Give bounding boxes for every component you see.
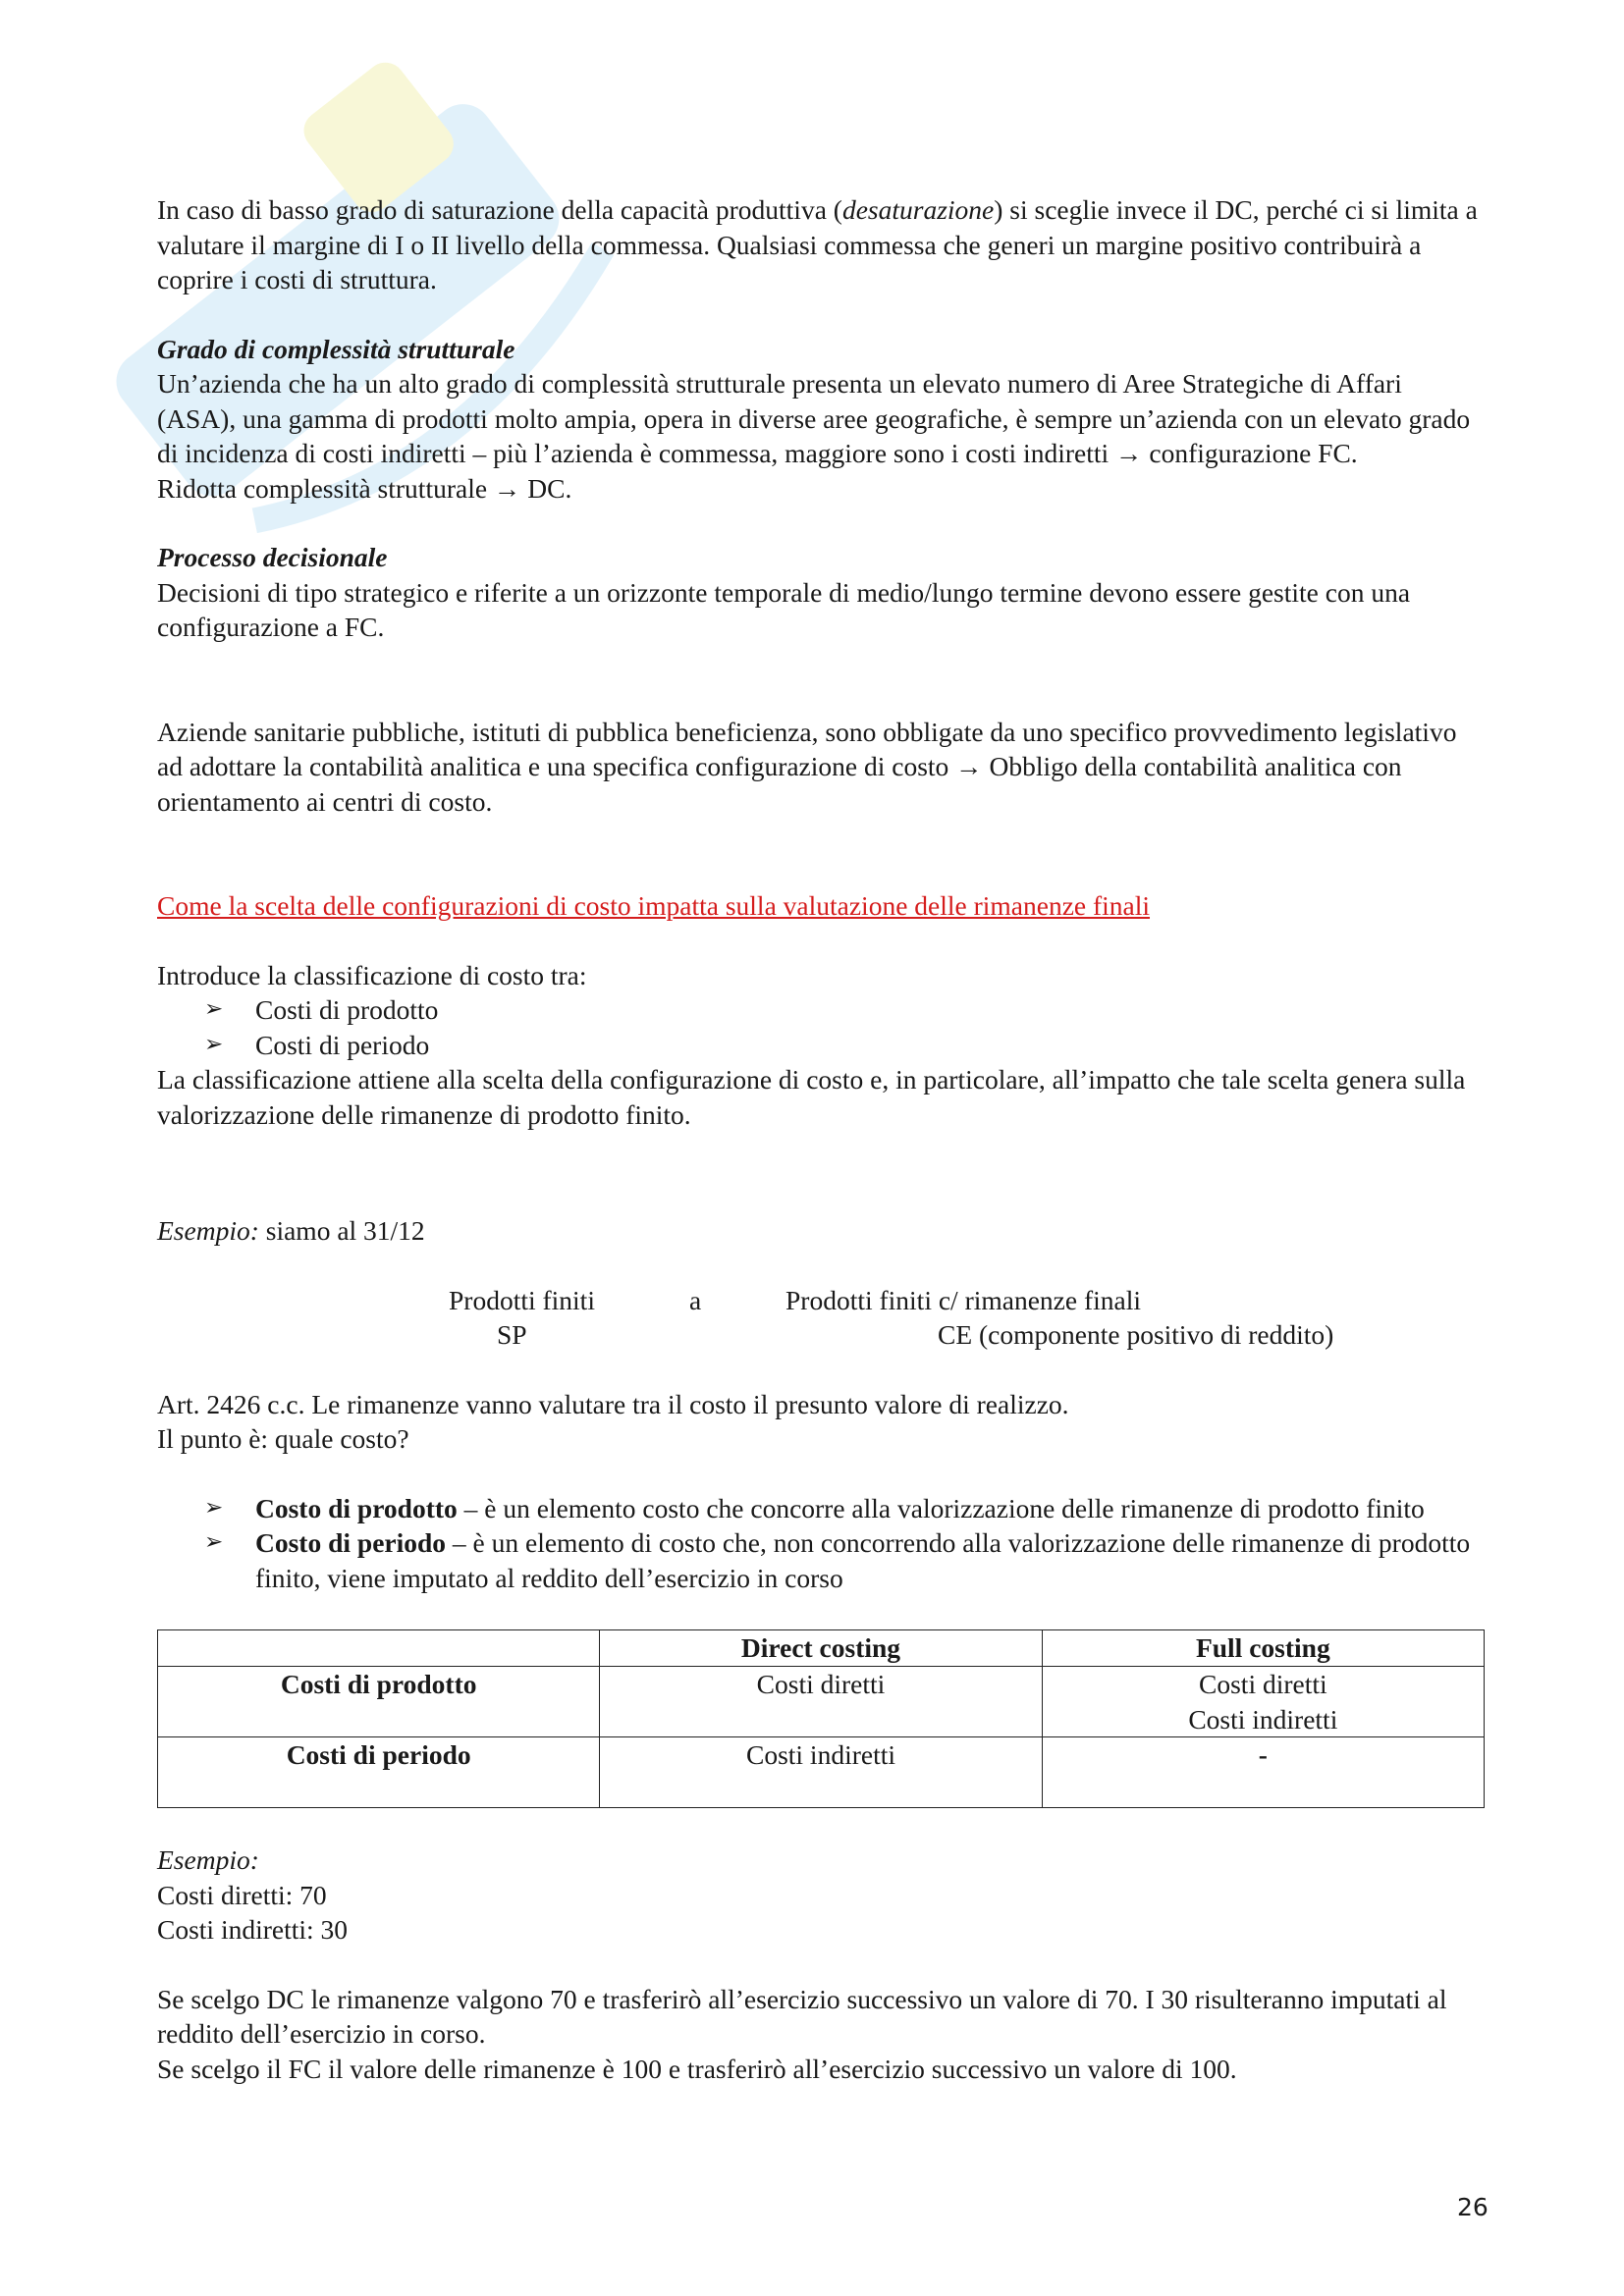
arrowhead-bullet-icon: ➢ bbox=[204, 996, 224, 1022]
heading-complessita: Grado di complessità strutturale bbox=[157, 333, 515, 364]
page-number: 26 bbox=[1457, 2193, 1489, 2221]
journal-credit: Prodotti finiti c/ rimanenze finali bbox=[785, 1284, 1141, 1315]
arrowhead-bullet-icon: ➢ bbox=[204, 1494, 224, 1521]
table-header-cell bbox=[158, 1630, 600, 1667]
paragraph-processo: Decisioni di tipo strategico e riferite a un orizzonte temporale di medio/lungo termine devono essere gestite con una configurazione a FC. bbox=[157, 576, 1411, 642]
list-item: ➢ Costi di prodotto bbox=[204, 992, 1485, 1028]
document-page bbox=[157, 192, 1485, 2086]
list-item: ➢ Costo di prodotto – è un elemento costo che concorre alla valorizzazione delle rimanenze di prodotto finito bbox=[204, 1491, 1485, 1526]
paragraph-desaturazione: In caso di basso grado di saturazione della capacità produttiva (desaturazione) si sceglie invece il DC, perché ci si limita a valutare il margine di I o II livello della commessa. Qualsiasi commessa che generi un margine positivo contribuirà a coprire i costi di struttura. bbox=[157, 194, 1478, 294]
example-label-1: Esempio: siamo al 31/12 bbox=[157, 1215, 425, 1246]
cost-type-list bbox=[157, 992, 1485, 1062]
list-item: ➢ Costi di periodo bbox=[204, 1028, 1485, 1063]
table-cell: Costi indiretti bbox=[600, 1737, 1042, 1808]
paragraph-dc-choice: Se scelgo DC le rimanenze valgono 70 e trasferirò all’esercizio successivo un valore di 70. I 30 risulteranno imputati al reddito dell’esercizio in corso. bbox=[157, 1983, 1447, 2049]
definition-list bbox=[157, 1491, 1485, 1596]
journal-credit-note: CE (componente positivo di reddito) bbox=[938, 1319, 1334, 1350]
journal-debit: Prodotti finiti bbox=[449, 1284, 595, 1315]
example-indirect-costs: Costi indiretti: 30 bbox=[157, 1914, 349, 1945]
journal-a: a bbox=[689, 1284, 702, 1315]
arrowhead-bullet-icon: ➢ bbox=[204, 1529, 224, 1555]
paragraph-fc-choice: Se scelgo il FC il valore delle rimanenze è 100 e trasferirò all’esercizio successivo un valore di 100. bbox=[157, 2053, 1237, 2084]
paragraph-aziende-sanitarie: Aziende sanitarie pubbliche, istituti di pubblica beneficienza, sono obbligate da uno specifico provvedimento legislativo ad adottare la contabilità analitica e una specifica configurazione di costo → Obbligo della contabilità analitica con orientamento ai centri di costo. bbox=[157, 716, 1457, 817]
table-cell: Costi diretti Costi indiretti bbox=[1042, 1667, 1484, 1737]
table-row-label: Costi di periodo bbox=[158, 1737, 600, 1808]
table-header-cell: Full costing bbox=[1042, 1630, 1484, 1667]
table-row bbox=[158, 1737, 1485, 1808]
table-header-row bbox=[158, 1630, 1485, 1667]
paragraph-complessita: Un’azienda che ha un alto grado di complessità strutturale presenta un elevato numero di Aree Strategiche di Affari (ASA), una gamma di prodotti molto ampia, opera in diverse aree geografiche, è sempre un’azienda con un elevato grado di incidenza di costi indiretti – più l’azienda è commessa, maggiore sono i costi indiretti → configurazione FC. bbox=[157, 368, 1471, 468]
heading-processo: Processo decisionale bbox=[157, 542, 388, 572]
example-direct-costs: Costi diretti: 70 bbox=[157, 1879, 327, 1910]
arrowhead-bullet-icon: ➢ bbox=[204, 1031, 224, 1057]
paragraph-punto: Il punto è: quale costo? bbox=[157, 1423, 409, 1454]
table-cell: Costi diretti bbox=[600, 1667, 1042, 1737]
journal-debit-note: SP bbox=[497, 1319, 527, 1350]
paragraph-ridotta: Ridotta complessità strutturale → DC. bbox=[157, 472, 572, 504]
table-header-cell: Direct costing bbox=[600, 1630, 1042, 1667]
table-row-label: Costi di prodotto bbox=[158, 1667, 600, 1737]
journal-entry bbox=[157, 1283, 1485, 1353]
table-cell: - bbox=[1042, 1737, 1484, 1808]
example-label-2: Esempio: bbox=[157, 1844, 259, 1875]
paragraph-introduce: Introduce la classificazione di costo tra: bbox=[157, 959, 587, 990]
costing-table bbox=[157, 1629, 1485, 1808]
section-title-link[interactable]: Come la scelta delle configurazioni di costo impatta sulla valutazione delle rimanenze finali bbox=[157, 890, 1151, 921]
list-item: ➢ Costo di periodo – è un elemento di costo che, non concorrendo alla valorizzazione delle rimanenze di prodotto finito, viene imputato al reddito dell’esercizio in corso bbox=[204, 1527, 1471, 1593]
paragraph-art-2426: Art. 2426 c.c. Le rimanenze vanno valutare tra il costo il presunto valore di realizzo. bbox=[157, 1388, 1069, 1419]
paragraph-classificazione: La classificazione attiene alla scelta della configurazione di costo e, in particolare, all’impatto che tale scelta genera sulla valorizzazione delle rimanenze di prodotto finito. bbox=[157, 1064, 1466, 1130]
table-row bbox=[158, 1667, 1485, 1737]
